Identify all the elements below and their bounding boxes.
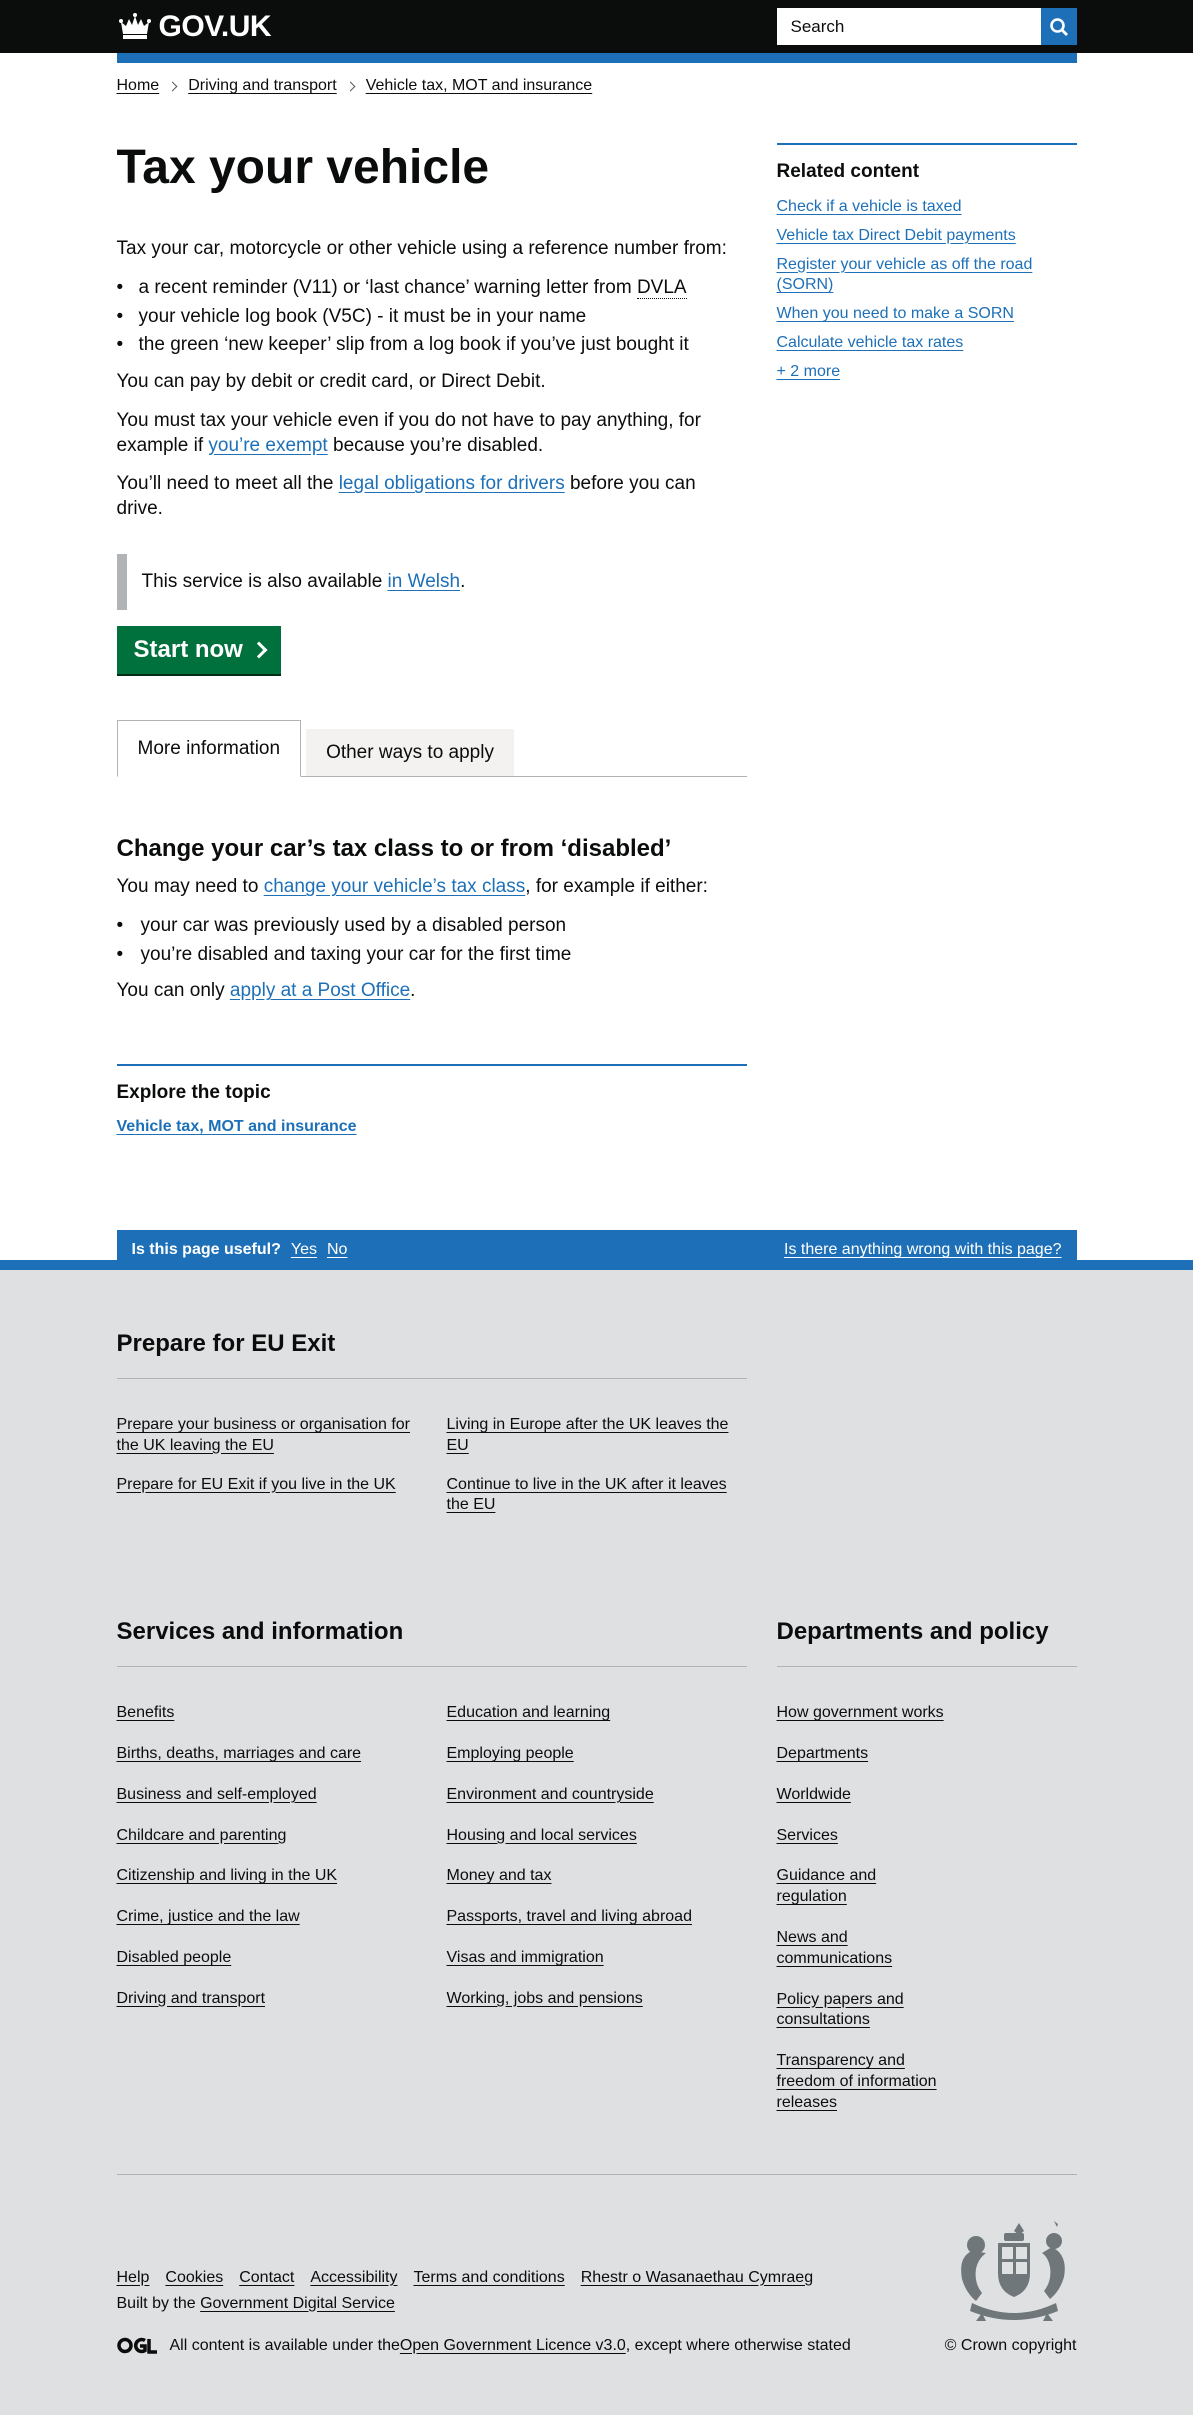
welsh-pre: This service is also available [141,570,388,592]
start-now-label: Start now [133,636,243,664]
feedback-bar [117,1230,1077,1270]
list-item: • you’re disabled and taxing your car for the first time [117,943,747,968]
footer-link-working[interactable]: Working, jobs and pensions [446,1989,643,2007]
legal-text [117,472,747,521]
search-button[interactable] [1041,8,1077,45]
page-title: Tax your vehicle [116,141,490,194]
tax-class-heading: Change your car’s tax class to or from ‘disabled’ [116,835,672,863]
footer-link-housing[interactable]: Housing and local services [446,1826,637,1844]
list-item [777,362,1077,383]
footer-welsh-services-link[interactable]: Rhestr o Wasanaethau Cymraeg [580,2268,814,2286]
built-by-text [117,2295,851,2313]
tax-class-pre: You may need to [116,876,264,898]
intro-text: Tax your car, motorcycle or other vehicle using a reference number from: [116,238,727,260]
built-by-pre: Built by the [116,2294,201,2312]
list-item [777,304,1077,325]
tax-class-post: , for example if either: [525,876,708,898]
eu-link-living-europe[interactable]: Living in Europe after the UK leaves the EU [446,1416,729,1454]
footer-link-benefits[interactable]: Benefits [116,1704,175,1722]
footer-link-visas[interactable]: Visas and immigration [446,1948,604,1966]
breadcrumb-vehicle-tax[interactable]: Vehicle tax, MOT and insurance [365,77,593,94]
explore-topic [117,1064,747,1136]
tab-list [117,720,747,777]
related-content [777,143,1077,1136]
breadcrumb-home[interactable]: Home [116,77,160,94]
footer-link-worldwide[interactable]: Worldwide [776,1785,851,1803]
footer-link-disabled[interactable]: Disabled people [116,1948,232,1966]
footer-link-money[interactable]: Money and tax [446,1867,552,1885]
header-blue-bar [117,53,1077,63]
licence-text [117,2337,851,2355]
govuk-logo-link[interactable] [117,10,272,44]
feedback-yes-link[interactable]: Yes [290,1241,317,1259]
report-problem-link[interactable]: Is there anything wrong with this page? [784,1241,1062,1259]
footer-link-services[interactable]: Services [776,1826,838,1844]
footer-link-policy[interactable]: Policy papers and consultations [776,1990,904,2029]
eu-link-live-uk[interactable]: Prepare for EU Exit if you live in the UK [116,1475,396,1493]
footer-link-employing[interactable]: Employing people [446,1745,574,1762]
royal-coat-of-arms-icon [952,2221,1077,2323]
eu-exit-heading: Prepare for EU Exit [117,1330,747,1379]
gds-link[interactable]: Government Digital Service [200,2294,395,2312]
services-heading: Services and information [117,1618,747,1667]
change-tax-class-link[interactable]: change your vehicle’s tax class [263,876,526,898]
chevron-right-icon [250,642,267,659]
welsh-link[interactable]: in Welsh [387,570,461,592]
list-item [777,333,1077,354]
explore-heading: Explore the topic [116,1082,271,1104]
dvla-abbr: DVLA [636,277,687,299]
crown-copyright-link[interactable]: © Crown copyright [944,2336,1077,2354]
footer-link-driving[interactable]: Driving and transport [116,1989,266,2007]
related-link-calculate-rates[interactable]: Calculate vehicle tax rates [776,333,964,351]
related-heading: Related content [776,161,920,182]
footer-meta [117,2175,1077,2355]
related-link-when-sorn[interactable]: When you need to make a SORN [776,305,1014,323]
eu-link-business[interactable]: Prepare your business or organisation for the UK leaving the EU [116,1416,410,1454]
list-item [777,197,1077,218]
chevron-right-icon [168,81,178,91]
feedback-no-link[interactable]: No [326,1241,348,1259]
list-item [777,255,1077,297]
eu-link-continue-uk[interactable]: Continue to live in the UK after it leaves the EU [446,1475,727,1514]
post-office-link[interactable]: apply at a Post Office [229,980,411,1002]
welsh-inset [117,554,747,611]
tab-panel-more-information [117,835,747,1004]
related-link-check-taxed[interactable]: Check if a vehicle is taxed [776,198,962,215]
footer-link-citizenship[interactable]: Citizenship and living in the UK [116,1867,338,1885]
crown-icon [117,12,153,42]
footer-link-childcare[interactable]: Childcare and parenting [116,1826,287,1844]
tab-more-information[interactable]: More information [117,720,302,777]
tab-other-ways-to-apply[interactable]: Other ways to apply [306,729,514,776]
crown-copyright [945,2337,1077,2355]
footer-link-crime[interactable]: Crime, justice and the law [116,1908,300,1926]
search-form [777,8,1077,45]
start-now-button[interactable] [117,626,281,674]
list-item [777,226,1077,247]
ogl-link[interactable]: Open Government Licence v3.0 [399,2336,626,2354]
chevron-right-icon [345,81,355,91]
footer-contact-link[interactable]: Contact [239,2268,295,2286]
list-item [117,276,747,301]
licence-pre: All content is available under the [169,2336,400,2354]
footer-terms-link[interactable]: Terms and conditions [413,2268,565,2286]
footer-accessibility-link[interactable]: Accessibility [310,2268,398,2286]
services-section [117,1618,747,2133]
must-tax-pre: You must tax your vehicle even if you do not have to pay anything, for example if [116,409,701,456]
footer-link-business[interactable]: Business and self-employed [116,1785,317,1803]
feedback-question: Is this page useful? [131,1241,281,1259]
welsh-post: . [460,570,466,592]
footer-link-births[interactable]: Births, deaths, marriages and care [116,1745,362,1762]
explore-topic-link[interactable]: Vehicle tax, MOT and insurance [116,1118,357,1136]
ogl-logo-icon [117,2337,158,2354]
footer-link-transparency[interactable]: Transparency and freedom of information releases [776,2052,937,2111]
footer-cookies-link[interactable]: Cookies [165,2268,224,2286]
footer-link-environment[interactable]: Environment and countryside [446,1785,654,1803]
main-content [117,143,747,1136]
footer-link-departments[interactable]: Departments [776,1745,869,1762]
related-list [777,197,1077,383]
tax-class-text [117,875,747,900]
footer-link-news[interactable]: News and communications [776,1928,893,1967]
related-link-register-sorn[interactable]: Register your vehicle as off the road (SORN) [776,255,1033,294]
list-item: • your vehicle log book (V5C) - it must be in your name [117,305,747,330]
breadcrumb-driving-transport[interactable]: Driving and transport [188,77,337,94]
site-footer [0,1270,1193,2415]
site-header [0,0,1193,53]
post-office-text [117,979,747,1004]
list-item-text: a recent reminder (V11) or ‘last chance’ warning letter from [138,277,637,299]
legal-obligations-link[interactable]: legal obligations for drivers [338,473,565,495]
departments-heading: Departments and policy [777,1618,1077,1667]
footer-link-education[interactable]: Education and learning [446,1704,611,1722]
search-input[interactable] [777,8,1041,45]
footer-link-passports[interactable]: Passports, travel and living abroad [446,1908,692,1926]
footer-link-how-gov-works[interactable]: How government works [776,1704,944,1722]
post-office-pre: You can only [116,980,230,1002]
licence-post: , except where otherwise stated [625,2336,851,2354]
tax-class-list [117,914,747,967]
legal-post: before you can drive. [116,473,696,519]
eu-exit-section [117,1330,747,1534]
departments-section [777,1618,1077,2133]
payment-text: You can pay by debit or credit card, or Direct Debit. [116,371,546,393]
related-link-direct-debit[interactable]: Vehicle tax Direct Debit payments [776,226,1016,244]
legal-pre: You’ll need to meet all the [116,473,339,495]
reference-list [117,276,747,358]
list-item: • your car was previously used by a disabled person [117,914,747,939]
list-item: • the green ‘new keeper’ slip from a log book if you’ve just bought it [117,333,747,358]
footer-help-link[interactable]: Help [116,2268,150,2286]
breadcrumb [117,63,1077,95]
related-more-link[interactable]: + 2 more [776,362,841,380]
must-tax-text [117,409,747,458]
logo-text: GOV.UK [158,9,272,43]
post-office-post: . [410,980,416,1002]
footer-link-guidance[interactable]: Guidance and regulation [776,1867,877,1906]
search-icon [1049,17,1069,37]
exempt-link[interactable]: you’re exempt [208,434,328,456]
footer-meta-links [117,2269,851,2287]
must-tax-post: because you’re disabled. [327,434,544,456]
feedback-wrapper [0,1230,1193,1270]
